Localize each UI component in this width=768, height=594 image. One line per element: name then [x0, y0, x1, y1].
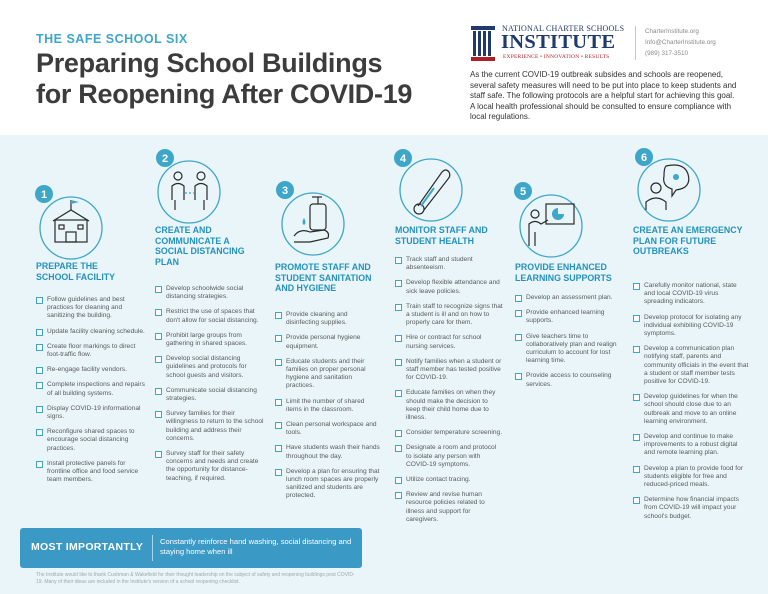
checklist-item: Notify families when a student or staff member has tested positive for COVID-19.: [395, 358, 503, 383]
checklist-item: Consider temperature screening.: [395, 429, 503, 437]
most-importantly-banner: [20, 528, 362, 568]
hand-sanitizer-icon: [270, 178, 352, 260]
checklist-item: Survey families for their willingness to return to the school building and address their concerns.: [155, 410, 267, 443]
banner-divider: [152, 535, 153, 561]
checklist-item: Have students wash their hands throughout the day.: [275, 444, 381, 460]
title-line-2: for Reopening After COVID-19: [36, 79, 413, 109]
step-number: 2: [161, 153, 169, 165]
checklist-item: Communicate social distancing strategies.: [155, 387, 267, 403]
checklist-item: Develop a plan to provide food for students eligible for free and reduced-priced meals.: [633, 465, 749, 490]
social-distancing-people-icon: [148, 146, 230, 228]
step-3-title: PROMOTE STAFF AND STUDENT SANITATION AND HYGIENE: [275, 262, 372, 293]
checklist-item: Develop an assessment plan.: [515, 294, 623, 302]
checklist-item: Educate families on when they should make the decision to keep their child home due to illness.: [395, 389, 503, 422]
step-5-list: [515, 294, 623, 396]
checklist-item: Give teachers time to collaboratively plan and realign curriculum to account for lost learning time.: [515, 333, 623, 366]
checklist-item: Provide cleaning and disinfecting supplies.: [275, 311, 381, 327]
contact-website[interactable]: CharterInstitute.org: [645, 28, 699, 35]
checklist-item: Develop schoolwide social distancing strategies.: [155, 285, 267, 301]
column-logo-icon: [470, 26, 496, 62]
checklist-item: Train staff to recognize signs that a student is ill and on how to properly care for them.: [395, 303, 503, 328]
step-number: 3: [281, 185, 289, 197]
checklist-item: Carefully monitor national, state and local COVID-19 virus spreading indicators.: [633, 282, 749, 307]
checklist-item: Develop guidelines for when the school should close due to an outbreak and move to an online learning environment.: [633, 393, 749, 426]
most-importantly-text: Constantly reinforce hand washing, social distancing and staying home when ill: [160, 537, 352, 556]
checklist-item: Re-engage facility vendors.: [36, 366, 148, 374]
title-line-1: Preparing School Buildings: [36, 48, 383, 78]
step-4-title: MONITOR STAFF AND STUDENT HEALTH: [395, 225, 488, 246]
intro-paragraph: As the current COVID-19 outbreak subsides and schools are reopened, several safety measures will need to be put into place to keep students and staff safe. The following protocols are a helpful start for achieving this goal. A local health professional should be consulted to ensure compliance with local regulations.: [470, 70, 737, 121]
step-4-list: [395, 256, 503, 531]
checklist-item: Restrict the use of spaces that don't allow for social distancing.: [155, 308, 267, 324]
checklist-item: Hire or contract for school nursing services.: [395, 334, 503, 350]
step-6-list: [633, 282, 749, 528]
checklist-item: Determine how financial impacts from COVID-19 will impact your school's budget.: [633, 496, 749, 521]
checklist-item: Develop protocol for isolating any individual exhibiting COVID-19 symptoms.: [633, 314, 749, 339]
step-number: 5: [519, 186, 527, 198]
school-building-icon: [30, 180, 112, 262]
contact-email[interactable]: Info@CharterInstitute.org: [645, 39, 716, 46]
step-2-title: CREATE AND COMMUNICATE A SOCIAL DISTANCING PLAN: [155, 225, 245, 267]
checklist-item: Prohibit large groups from gathering in shared spaces.: [155, 332, 267, 348]
checklist-item: Develop a communication plan notifying staff, parents and community officials in the event that a student or staff member tests positive for COVID-19.: [633, 345, 749, 386]
checklist-item: Provide personal hygiene equipment.: [275, 334, 381, 350]
kicker: THE SAFE SCHOOL SIX: [36, 32, 188, 46]
contact-phone: (989) 317-3510: [645, 50, 689, 57]
checklist-item: Develop and continue to make improvements to a robust digital and remote learning plan.: [633, 433, 749, 458]
teacher-presentation-icon: [508, 180, 590, 262]
checklist-item: Designate a room and protocol to isolate any person with COVID-19 symptoms.: [395, 444, 503, 469]
checklist-item: Develop flexible attendance and sick leave policies.: [395, 279, 503, 295]
checklist-item: Install protective panels for frontline office and food service team members.: [36, 460, 148, 485]
step-1-title: PREPARE THE SCHOOL FACILITY: [36, 261, 116, 282]
checklist-item: Clean personal workspace and tools.: [275, 421, 381, 437]
logo-tagline: EXPERIENCE • INNOVATION • RESULTS: [503, 54, 610, 60]
step-number: 6: [640, 152, 648, 164]
checklist-item: Review and revise human resource policies related to illness and support for caregivers.: [395, 491, 503, 524]
logo-divider: [635, 26, 636, 60]
checklist-item: Provide access to counseling services.: [515, 372, 623, 388]
checklist-item: Provide enhanced learning supports.: [515, 309, 623, 325]
checklist-item: Limit the number of shared items in the classroom.: [275, 398, 381, 414]
contact-info: [645, 26, 716, 59]
checklist-item: Develop a plan for ensuring that lunch room spaces are properly sanitized and students are protected.: [275, 468, 381, 501]
logo-top-text: NATIONAL CHARTER SCHOOLS: [502, 24, 625, 33]
checklist-item: Update facility cleaning schedule.: [36, 328, 148, 336]
step-1-list: [36, 296, 148, 491]
checklist-item: Display COVID-19 informational signs.: [36, 405, 148, 421]
thermometer-icon: [388, 146, 470, 228]
step-number: 1: [40, 189, 48, 201]
page-header: [0, 0, 768, 135]
most-importantly-label: MOST IMPORTANTLY: [31, 541, 144, 553]
checklist-item: Utilize contact tracing.: [395, 476, 503, 484]
checklist-item: Track staff and student absenteeism.: [395, 256, 503, 272]
checklist-item: Reconfigure shared spaces to encourage social distancing practices.: [36, 428, 148, 453]
step-5-title: PROVIDE ENHANCED LEARNING SUPPORTS: [515, 262, 612, 283]
logo-main-text: INSTITUTE: [501, 31, 616, 53]
checklist-item: Complete inspections and repairs of all building systems.: [36, 381, 148, 397]
checklist-item: Survey staff for their safety concerns and needs and create the opportunity for distance-teaching, if required.: [155, 450, 267, 483]
institute-logo: [470, 22, 626, 64]
checklist-item: Develop social distancing guidelines and protocols for school guests and visitors.: [155, 355, 267, 380]
checklist-item: Create floor markings to direct foot-traffic flow.: [36, 343, 148, 359]
biohazard-person-icon: [626, 146, 708, 228]
page-title: [36, 48, 412, 110]
step-3-list: [275, 311, 381, 508]
checklist-item: Follow guidelines and best practices for cleaning and sanitizing the building.: [36, 296, 148, 321]
step-6-title: CREATE AN EMERGENCY PLAN FOR FUTURE OUTBREAKS: [633, 225, 743, 256]
checklist-item: Educate students and their families on proper personal hygiene and sanitation practices.: [275, 358, 381, 391]
step-2-list: [155, 285, 267, 490]
step-number: 4: [399, 153, 407, 165]
footnote: The Institute would like to thank Cushman & Wakefield for their thought leadership on the subject of safety and reopening buildings post COVID-19. Many of their ideas are included in the Institute's version of a school reopening checklist.: [36, 572, 355, 585]
